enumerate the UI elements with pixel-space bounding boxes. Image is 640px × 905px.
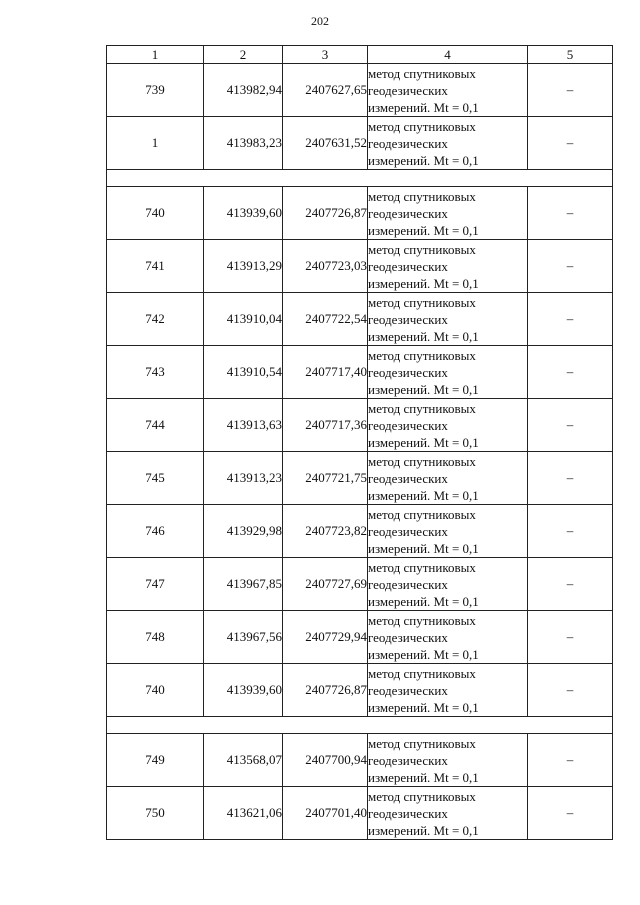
table-body	[107, 64, 613, 840]
method-line: метод спутниковых	[368, 294, 476, 310]
note-cell: –	[528, 293, 613, 346]
method-line: метод спутниковых	[368, 612, 476, 628]
note-cell: –	[528, 664, 613, 717]
method-line: метод спутниковых	[368, 665, 476, 681]
separator-cell	[107, 170, 613, 187]
method-cell	[368, 505, 528, 558]
method-line: геодезических	[368, 135, 448, 151]
method-line: измерений. Mt = 0,1	[368, 822, 479, 838]
note-cell: –	[528, 734, 613, 787]
method-line: измерений. Mt = 0,1	[368, 434, 479, 450]
y-coordinate-cell: 2407717,40	[283, 346, 368, 399]
method-line: метод спутниковых	[368, 347, 476, 363]
x-coordinate-cell: 413967,56	[204, 611, 283, 664]
method-line: измерений. Mt = 0,1	[368, 328, 479, 344]
method-line: измерений. Mt = 0,1	[368, 152, 479, 168]
method-cell	[368, 293, 528, 346]
method-line: измерений. Mt = 0,1	[368, 593, 479, 609]
x-coordinate-cell: 413910,04	[204, 293, 283, 346]
note-cell: –	[528, 64, 613, 117]
method-line: измерений. Mt = 0,1	[368, 275, 479, 291]
group-separator-row	[107, 170, 613, 187]
method-line: измерений. Mt = 0,1	[368, 222, 479, 238]
point-number-cell: 739	[107, 64, 204, 117]
point-number-cell: 746	[107, 505, 204, 558]
point-number-cell: 740	[107, 664, 204, 717]
method-line: геодезических	[368, 752, 448, 768]
note-cell: –	[528, 611, 613, 664]
method-line: метод спутниковых	[368, 400, 476, 416]
x-coordinate-cell: 413982,94	[204, 64, 283, 117]
method-line: метод спутниковых	[368, 559, 476, 575]
note-cell: –	[528, 452, 613, 505]
y-coordinate-cell: 2407700,94	[283, 734, 368, 787]
method-cell	[368, 117, 528, 170]
method-line: геодезических	[368, 82, 448, 98]
y-coordinate-cell: 2407727,69	[283, 558, 368, 611]
method-line: геодезических	[368, 682, 448, 698]
header-col-2: 2	[204, 46, 283, 64]
y-coordinate-cell: 2407723,82	[283, 505, 368, 558]
point-number-cell: 744	[107, 399, 204, 452]
method-line: метод спутниковых	[368, 453, 476, 469]
table-row	[107, 346, 613, 399]
table-row	[107, 452, 613, 505]
point-number-cell: 749	[107, 734, 204, 787]
x-coordinate-cell: 413910,54	[204, 346, 283, 399]
method-line: метод спутниковых	[368, 735, 476, 751]
method-line: измерений. Mt = 0,1	[368, 769, 479, 785]
table-row	[107, 787, 613, 840]
method-line: геодезических	[368, 629, 448, 645]
separator-cell	[107, 717, 613, 734]
method-line: метод спутниковых	[368, 506, 476, 522]
header-col-5: 5	[528, 46, 613, 64]
method-line: геодезических	[368, 523, 448, 539]
point-number-cell: 742	[107, 293, 204, 346]
note-cell: –	[528, 505, 613, 558]
method-cell	[368, 240, 528, 293]
table-row	[107, 187, 613, 240]
y-coordinate-cell: 2407729,94	[283, 611, 368, 664]
table-row	[107, 505, 613, 558]
header-col-4: 4	[368, 46, 528, 64]
coordinates-table	[106, 45, 613, 840]
table-row	[107, 399, 613, 452]
x-coordinate-cell: 413929,98	[204, 505, 283, 558]
note-cell: –	[528, 558, 613, 611]
table-row	[107, 558, 613, 611]
method-line: измерений. Mt = 0,1	[368, 381, 479, 397]
point-number-cell: 745	[107, 452, 204, 505]
y-coordinate-cell: 2407627,65	[283, 64, 368, 117]
y-coordinate-cell: 2407631,52	[283, 117, 368, 170]
point-number-cell: 748	[107, 611, 204, 664]
method-line: измерений. Mt = 0,1	[368, 699, 479, 715]
method-line: измерений. Mt = 0,1	[368, 540, 479, 556]
method-cell	[368, 452, 528, 505]
method-line: геодезических	[368, 576, 448, 592]
method-cell	[368, 64, 528, 117]
method-line: геодезических	[368, 417, 448, 433]
y-coordinate-cell: 2407722,54	[283, 293, 368, 346]
note-cell: –	[528, 117, 613, 170]
table-header-row	[107, 46, 613, 64]
method-cell	[368, 664, 528, 717]
note-cell: –	[528, 399, 613, 452]
method-line: метод спутниковых	[368, 65, 476, 81]
note-cell: –	[528, 240, 613, 293]
x-coordinate-cell: 413913,29	[204, 240, 283, 293]
method-cell	[368, 399, 528, 452]
group-separator-row	[107, 717, 613, 734]
note-cell: –	[528, 187, 613, 240]
point-number-cell: 740	[107, 187, 204, 240]
x-coordinate-cell: 413967,85	[204, 558, 283, 611]
method-cell	[368, 611, 528, 664]
method-cell	[368, 734, 528, 787]
method-line: метод спутниковых	[368, 118, 476, 134]
method-line: геодезических	[368, 364, 448, 380]
y-coordinate-cell: 2407721,75	[283, 452, 368, 505]
x-coordinate-cell: 413621,06	[204, 787, 283, 840]
table-row	[107, 64, 613, 117]
x-coordinate-cell: 413913,63	[204, 399, 283, 452]
x-coordinate-cell: 413983,23	[204, 117, 283, 170]
x-coordinate-cell: 413939,60	[204, 664, 283, 717]
point-number-cell: 743	[107, 346, 204, 399]
method-cell	[368, 558, 528, 611]
method-line: геодезических	[368, 470, 448, 486]
x-coordinate-cell: 413939,60	[204, 187, 283, 240]
point-number-cell: 750	[107, 787, 204, 840]
method-cell	[368, 346, 528, 399]
y-coordinate-cell: 2407726,87	[283, 664, 368, 717]
table-row	[107, 734, 613, 787]
table-row	[107, 611, 613, 664]
table-row	[107, 293, 613, 346]
x-coordinate-cell: 413568,07	[204, 734, 283, 787]
table-row	[107, 240, 613, 293]
method-line: геодезических	[368, 805, 448, 821]
method-line: метод спутниковых	[368, 241, 476, 257]
method-cell	[368, 787, 528, 840]
y-coordinate-cell: 2407717,36	[283, 399, 368, 452]
table-row	[107, 664, 613, 717]
method-line: измерений. Mt = 0,1	[368, 646, 479, 662]
page-number: 202	[311, 14, 329, 28]
y-coordinate-cell: 2407701,40	[283, 787, 368, 840]
method-line: геодезических	[368, 311, 448, 327]
method-cell	[368, 187, 528, 240]
y-coordinate-cell: 2407723,03	[283, 240, 368, 293]
method-line: геодезических	[368, 258, 448, 274]
table-row	[107, 117, 613, 170]
x-coordinate-cell: 413913,23	[204, 452, 283, 505]
method-line: измерений. Mt = 0,1	[368, 99, 479, 115]
method-line: метод спутниковых	[368, 788, 476, 804]
method-line: метод спутниковых	[368, 188, 476, 204]
header-col-3: 3	[283, 46, 368, 64]
point-number-cell: 747	[107, 558, 204, 611]
note-cell: –	[528, 346, 613, 399]
header-col-1: 1	[107, 46, 204, 64]
method-line: измерений. Mt = 0,1	[368, 487, 479, 503]
point-number-cell: 1	[107, 117, 204, 170]
point-number-cell: 741	[107, 240, 204, 293]
note-cell: –	[528, 787, 613, 840]
method-line: геодезических	[368, 205, 448, 221]
y-coordinate-cell: 2407726,87	[283, 187, 368, 240]
